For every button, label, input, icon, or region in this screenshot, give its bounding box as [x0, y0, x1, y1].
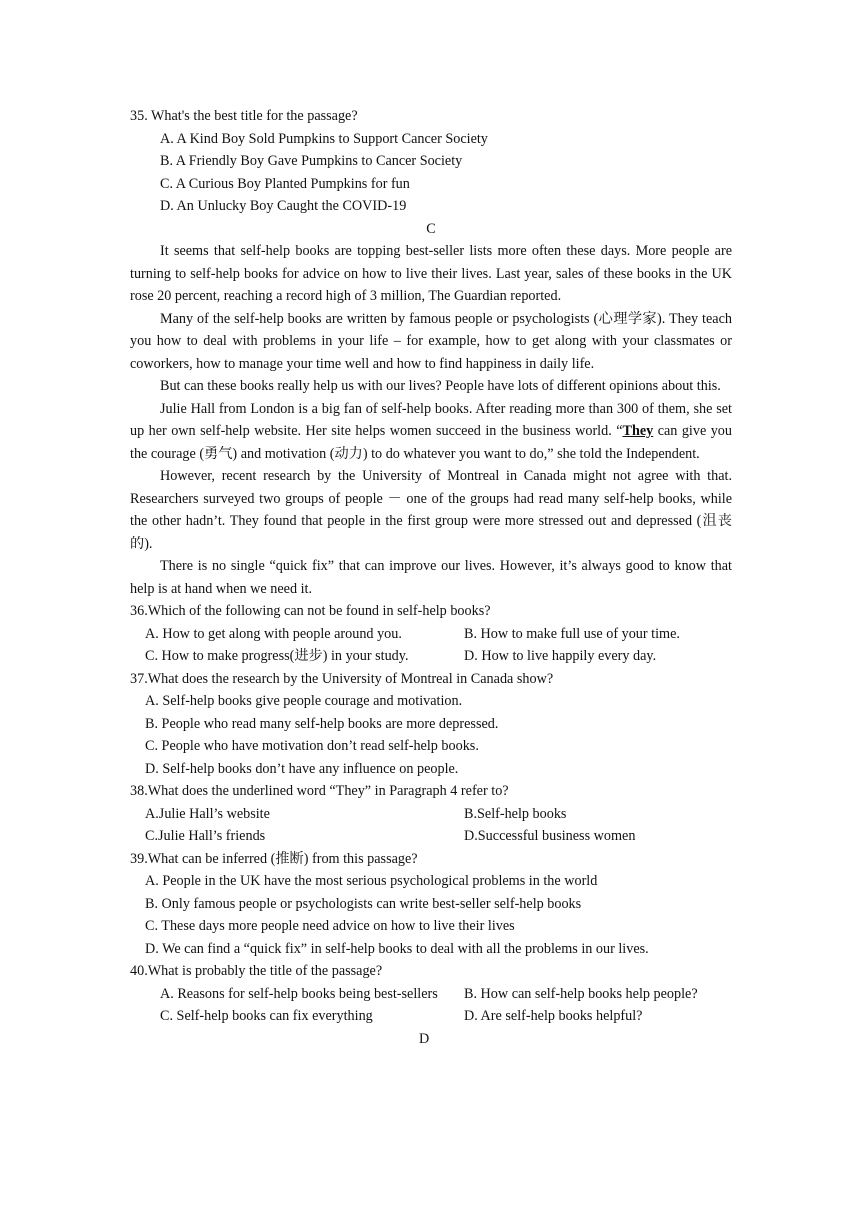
options-row: [130, 983, 732, 1006]
question-stem: 36.Which of the following can not be found in self-help books?: [130, 603, 491, 619]
option-b: B.Self-help books: [464, 805, 567, 822]
options-row: [130, 825, 732, 848]
option-b: B. How to make full use of your time.: [464, 625, 680, 642]
question-38: [130, 780, 732, 848]
question-35: [130, 105, 732, 218]
question-40: [130, 960, 732, 1028]
question-stem: 40.What is probably the title of the passage?: [130, 963, 383, 979]
paragraph-2: Many of the self-help books are written by famous people or psychologists (心理学家). They teach you how to deal with problems in your life – for example, how to get along with your classmates or coworkers, how to manage your time well and how to find happiness in daily life.: [130, 310, 732, 372]
paragraph-1: It seems that self-help books are topping best-seller lists more often these days. More people are turning to self-help books for advice on how to live their lives. Last year, sales of these books in the UK rose 20 percent, reaching a record high of 3 million, The Guardian reported.: [130, 243, 732, 304]
option-c: C. How to make progress(进步) in your study.: [145, 648, 409, 664]
option-c: C. People who have motivation don’t read self-help books.: [145, 738, 479, 754]
question-stem: 35. What's the best title for the passage?: [130, 108, 358, 124]
option-b: B. Only famous people or psychologists can write best-seller self-help books: [145, 895, 582, 912]
option-d: D. How to live happily every day.: [464, 648, 657, 664]
question-39: [130, 848, 732, 961]
section-heading-d: D: [419, 1030, 430, 1047]
option-d: D.Successful business women: [464, 828, 636, 844]
option-c: C. Self-help books can fix everything: [160, 1008, 373, 1024]
option-a: A. A Kind Boy Sold Pumpkins to Support Cancer Society: [160, 130, 488, 147]
option-d: D. An Unlucky Boy Caught the COVID-19: [160, 198, 407, 214]
option-c: C.Julie Hall’s friends: [145, 828, 266, 844]
reading-passage: [130, 240, 732, 600]
option-c: C. A Curious Boy Planted Pumpkins for fun: [160, 175, 410, 192]
paragraph-5: However, recent research by the University of Montreal in Canada might not agree with that. Researchers surveyed two groups of people － one of the groups had read many self-help books, while the other hadn’t. They found that people in the first group were more stressed out and depressed (沮丧的).: [130, 468, 732, 552]
question-stem: 38.What does the underlined word “They” in Paragraph 4 refer to?: [130, 783, 509, 799]
option-b: B. People who read many self-help books are more depressed.: [145, 715, 499, 732]
option-a: A. Self-help books give people courage and motivation.: [145, 693, 463, 709]
option-b: B. How can self-help books help people?: [464, 985, 698, 1002]
options-row: [130, 623, 732, 646]
question-stem: 37.What does the research by the University of Montreal in Canada show?: [130, 670, 554, 687]
options-row: [130, 803, 732, 826]
page-content: [130, 105, 732, 1050]
option-a: A.Julie Hall’s website: [145, 805, 270, 822]
options-row: [130, 645, 732, 668]
paragraph-4: [130, 398, 732, 466]
question-37: [130, 668, 732, 781]
option-a: A. People in the UK have the most serious psychological problems in the world: [145, 873, 598, 889]
option-d: D. We can find a “quick fix” in self-help books to deal with all the problems in our lives.: [145, 940, 649, 957]
paragraph-4-text-start: Julie Hall from London is a big fan of self-help books. After reading more than 300 of them, she set up her own self-help website. Her site helps women succeed in the business world. “: [130, 400, 732, 439]
option-b: B. A Friendly Boy Gave Pumpkins to Cancer Society: [160, 153, 463, 169]
option-a: A. Reasons for self-help books being best-sellers: [160, 985, 438, 1002]
option-d: D. Are self-help books helpful?: [464, 1008, 643, 1024]
paragraph-6: There is no single “quick fix” that can improve our lives. However, it’s always good to know that help is at hand when we need it.: [130, 558, 732, 597]
option-c: C. These days more people need advice on how to live their lives: [145, 918, 515, 934]
paragraph-3: But can these books really help us with our lives? People have lots of different opinions about this.: [160, 378, 721, 394]
option-a: A. How to get along with people around you.: [145, 625, 402, 642]
underlined-word: They: [622, 423, 654, 439]
options-row: [130, 1005, 732, 1028]
question-36: [130, 600, 732, 668]
question-stem: 39.What can be inferred (推断) from this passage?: [130, 850, 418, 867]
paragraph-4-text-end: can give you the courage (勇气) and motivation (动力) to do whatever you want to do,” she told the Independent.: [130, 423, 732, 462]
option-d: D. Self-help books don’t have any influence on people.: [145, 760, 459, 777]
section-heading-c: C: [426, 220, 436, 237]
